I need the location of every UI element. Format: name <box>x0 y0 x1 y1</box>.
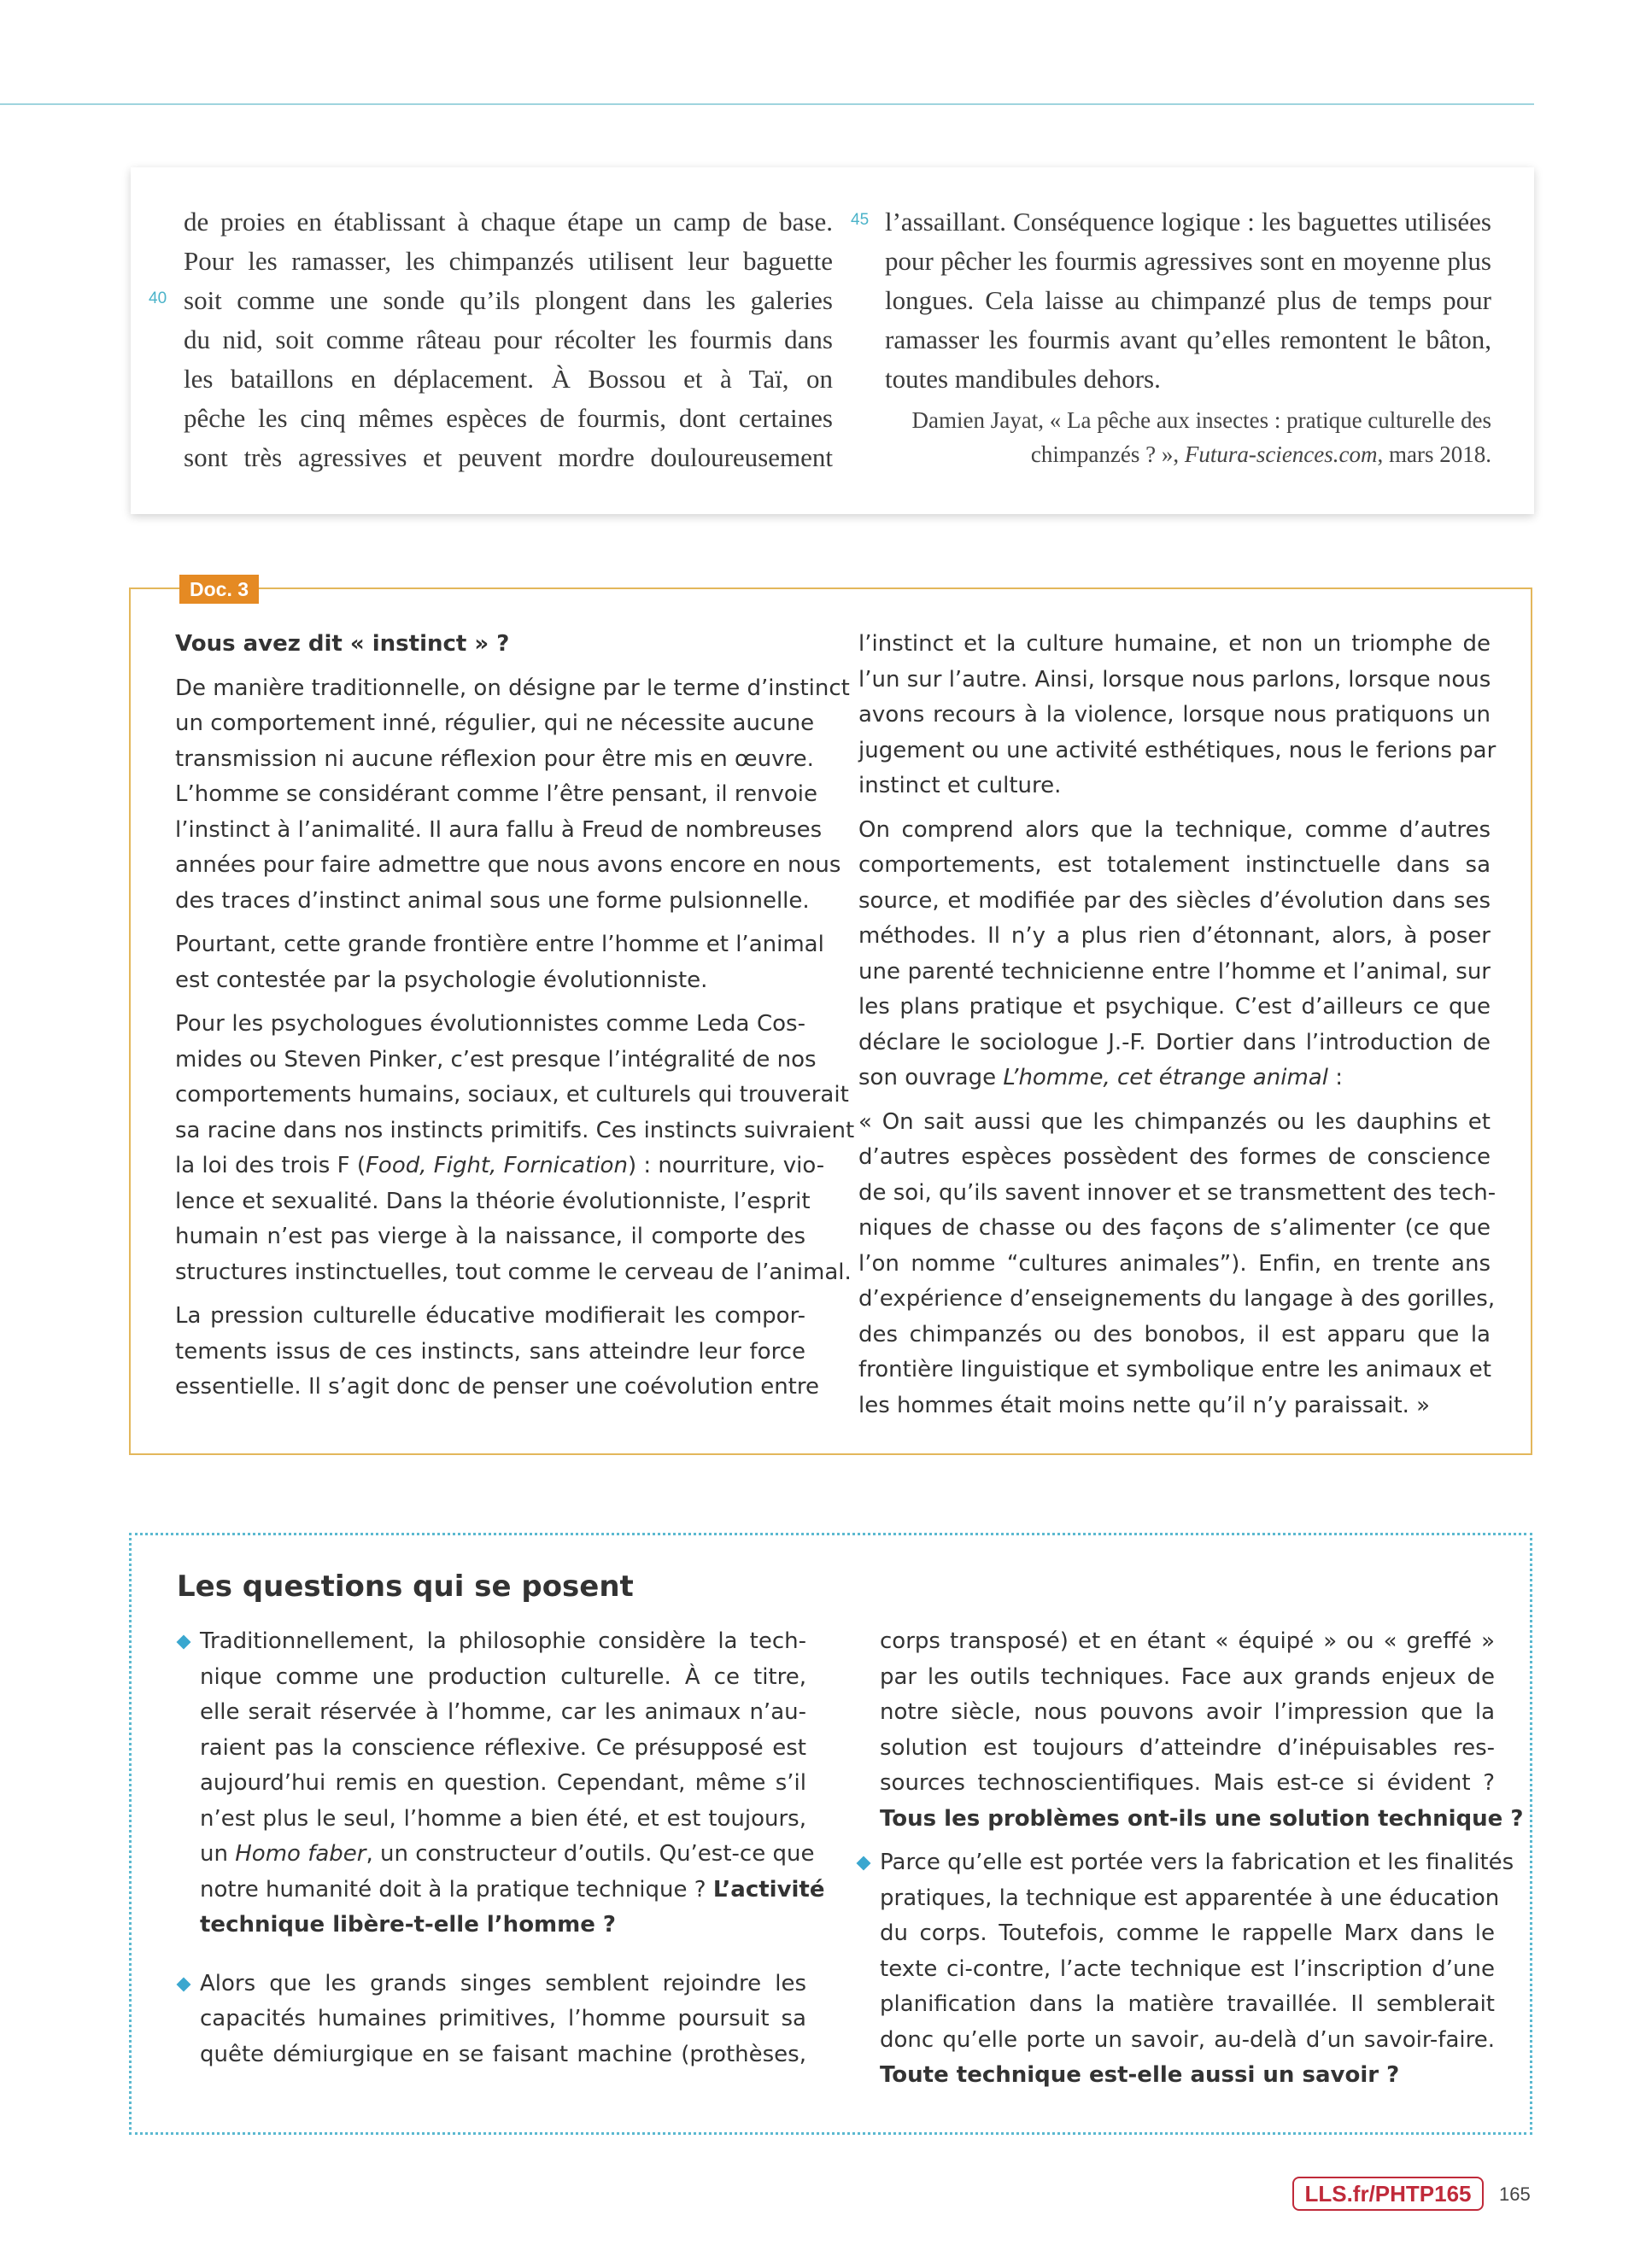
q-line-question <box>200 1873 825 1909</box>
source-title-end: chimpanzés ? », <box>1030 441 1185 467</box>
doc3-line: une parenté technicienne entre l’homme et l’animal, sur <box>858 958 1491 985</box>
q-line: nique comme une production culturelle. À ce titre, <box>200 1663 806 1690</box>
line-number-45: 45 <box>851 211 870 229</box>
q-line: Alors que les grands singes semblent rejoindre les <box>200 1970 806 1996</box>
doc3-line: On comprend alors que la technique, comme d’autres <box>858 816 1491 843</box>
excerpt-line: l’assaillant. Conséquence logique : les baguettes utilisées <box>885 207 1491 237</box>
doc3-line: source, et modifiée par des siècles d’évolution dans ses <box>858 887 1491 914</box>
excerpt-line: pêche les cinq mêmes espèces de fourmis, dont certaines <box>184 403 833 433</box>
doc3-line: frontière linguistique et symbolique entre les animaux et <box>858 1357 1491 1382</box>
doc3-line: instinct et culture. <box>858 773 1062 798</box>
doc3-line: des traces d’instinct animal sous une forme pulsionnelle. <box>175 887 810 914</box>
doc3-line-fff <box>175 1149 825 1184</box>
diamond-bullet-icon <box>177 1977 191 1991</box>
doc3-line: les plans pratique et psychique. C’est d’ailleurs ce que <box>858 994 1491 1020</box>
question-prefix: notre humanité doit à la pratique technique ? <box>200 1876 713 1903</box>
doc3-right-column <box>858 627 1496 1423</box>
q-line: Traditionnellement, la philosophie considère la tech- <box>200 1628 806 1654</box>
excerpt-line: de proies en établissant à chaque étape un camp de base. <box>184 207 833 237</box>
q-line: notre siècle, nous pouvons avoir l’impression que la <box>880 1699 1495 1725</box>
excerpt-line: les bataillons en déplacement. À Bossou et à Taï, on <box>184 364 833 394</box>
question-bullet-2 <box>200 1967 806 2073</box>
doc3-line: transmission ni aucune réflexion pour être mis en œuvre. <box>175 745 814 772</box>
excerpt-right-column <box>885 202 1491 399</box>
doc3-line: jugement ou une activité esthétiques, nous le ferions par <box>858 737 1496 763</box>
doc3-line: l’un sur l’autre. Ainsi, lorsque nous parlons, lorsque nous <box>858 666 1491 693</box>
questions-right-column <box>880 1624 1524 2094</box>
doc3-line: niques de chasse ou des façons de s’alimenter (ce que <box>858 1215 1491 1241</box>
doc3-box <box>129 578 1532 1455</box>
doc3-line: essentielle. Il s’agit donc de penser une coévolution entre <box>175 1374 819 1400</box>
q-line: quête démiurgique en se faisant machine (prothèses, <box>200 2041 806 2067</box>
excerpt-line: du nid, soit comme râteau pour récolter les fourmis dans <box>184 324 833 354</box>
doc3-line: de soi, qu’ils savent innover et se transmettent des tech- <box>858 1179 1496 1206</box>
book-title: L’homme, cet étrange animal <box>1003 1065 1328 1090</box>
doc3-line: tements issus de ces instincts, sans atteindre leur force <box>175 1338 805 1365</box>
q-line: planification dans la matière travaillée. Il semblerait <box>880 1991 1495 2017</box>
doc3-line: « On sait aussi que les chimpanzés ou les dauphins et <box>858 1108 1491 1135</box>
diamond-bullet-icon <box>177 1635 191 1650</box>
doc3-tag: Doc. 3 <box>179 575 259 604</box>
q-line: Parce qu’elle est portée vers la fabrication et les finalités <box>880 1850 1514 1875</box>
doc3-line: comportements humains, sociaux, et culturels qui trouverait <box>175 1082 849 1108</box>
top-rule <box>0 103 1534 105</box>
doc3-line: méthodes. Il n’y a plus rien d’étonnant, alors, à poser <box>858 923 1491 949</box>
doc3-line: lence et sexualité. Dans la théorie évolutionniste, l’esprit <box>175 1188 811 1214</box>
doc3-title: Vous avez dit « instinct » ? <box>175 631 510 657</box>
q-line: par les outils techniques. Face aux grands enjeux de <box>880 1663 1495 1690</box>
q-line: du corps. Toutefois, comme le rappelle Marx dans le <box>880 1920 1495 1946</box>
doc3-line: années pour faire admettre que nous avons encore en nous <box>175 852 841 878</box>
q-line: corps transposé) et en étant « équipé » ou « greffé » <box>880 1628 1495 1654</box>
excerpt-line: pour pêcher les fourmis agressives sont en moyenne plus <box>885 246 1491 276</box>
q-line: solution est toujours d’atteindre d’inépuisables res- <box>880 1734 1495 1761</box>
doc3-line: De manière traditionnelle, on désigne par le terme d’instinct <box>175 675 850 701</box>
doc3-line: humain n’est pas vierge à la naissance, il comporte des <box>175 1224 805 1249</box>
doc3-line: structures instinctuelles, tout comme le cerveau de l’animal. <box>175 1259 852 1285</box>
fff-suffix: ) : nourriture, vio- <box>627 1153 825 1178</box>
doc3-line: l’instinct et la culture humaine, et non un triomphe de <box>858 631 1491 657</box>
q-line-homo <box>200 1837 815 1873</box>
excerpt-line: Pour les ramasser, les chimpanzés utilisent leur baguette <box>184 246 833 276</box>
doc3-line: l’instinct à l’animalité. Il aura fallu à Freud de nombreuses <box>175 816 823 843</box>
doc3-line: d’expérience d’enseignements du langage à des gorilles, <box>858 1286 1496 1312</box>
q-line: capacités humaines primitives, l’homme poursuit sa <box>200 2006 806 2031</box>
q-line: n’est plus le seul, l’homme a bien été, et est toujours, <box>200 1805 806 1832</box>
question-bold-end: technique libère-t-elle l’homme ? <box>200 1912 617 1938</box>
doc3-line: l’on nomme “cultures animales”). Enfin, en trente ans <box>858 1250 1491 1277</box>
doc3-line: d’autres espèces possèdent des formes de conscience <box>858 1144 1491 1170</box>
questions-box <box>129 1533 1532 2135</box>
book-prefix: son ouvrage <box>858 1065 1004 1090</box>
book-suffix: : <box>1327 1065 1343 1090</box>
q-line: sources technoscientifiques. Mais est-ce si évident ? <box>880 1770 1495 1796</box>
doc3-line: des chimpanzés ou des bonobos, il est apparu que la <box>858 1321 1491 1347</box>
page-number: 165 <box>1499 2183 1531 2205</box>
question-bold: Toute technique est-elle aussi un savoir ? <box>880 2062 1400 2088</box>
doc3-line: est contestée par la psychologie évolutionniste. <box>175 967 708 993</box>
excerpt-line: soit comme une sonde qu’ils plongent dans les galeries <box>184 285 833 315</box>
excerpt-line: longues. Cela laisse au chimpanzé plus de temps pour <box>885 285 1491 315</box>
doc3-line: L’homme se considérant comme l’être pensant, il renvoie <box>175 781 818 807</box>
excerpt-line: ramasser les fourmis avant qu’elles remontent le bâton, <box>885 324 1491 354</box>
doc3-line: Pour les psychologues évolutionnistes comme Leda Cos- <box>175 1011 805 1037</box>
doc3-line: les hommes était moins nette qu’il n’y paraissait. » <box>858 1392 1431 1418</box>
source-line-1: Damien Jayat, « La pêche aux insectes : pratique culturelle des <box>911 407 1491 433</box>
question-bullet-3 <box>880 1845 1514 2094</box>
fff-prefix: la loi des trois F ( <box>175 1153 366 1178</box>
doc3-line: Pourtant, cette grande frontière entre l’homme et l’animal <box>175 932 824 957</box>
source-date: , mars 2018. <box>1377 441 1491 467</box>
doc3-line: La pression culturelle éducative modifierait les compor- <box>175 1303 805 1329</box>
doc3-line: avons recours à la violence, lorsque nous pratiquons un <box>858 702 1491 728</box>
question-bullet-1 <box>200 1624 825 1944</box>
excerpt-line: toutes mandibules dehors. <box>885 364 1161 394</box>
excerpt-left-column <box>184 202 833 477</box>
q-line: texte ci-contre, l’acte technique est l’inscription d’une <box>880 1955 1495 1982</box>
q-line: elle serait réservée à l’homme, car les animaux n’au- <box>200 1699 806 1725</box>
homo-prefix: un <box>200 1841 236 1867</box>
doc3-line: un comportement inné, régulier, qui ne nécessite aucune <box>175 710 815 736</box>
excerpt-source <box>876 403 1491 471</box>
question-bold-start: L’activité <box>712 1876 825 1903</box>
homo-faber: Homo faber <box>235 1841 366 1867</box>
doc3-line-book <box>858 1061 1491 1096</box>
question-bold: Tous les problèmes ont-ils une solution technique ? <box>880 1805 1524 1832</box>
homo-suffix: , un constructeur d’outils. Qu’est-ce que <box>366 1841 815 1867</box>
excerpt-box <box>131 167 1534 514</box>
q-line: pratiques, la technique est apparentée à une éducation <box>880 1885 1500 1911</box>
excerpt-line: sont très agressives et peuvent mordre douloureusement <box>184 442 833 472</box>
doc3-line: déclare le sociologue J.-F. Dortier dans l’introduction de <box>858 1029 1491 1055</box>
doc3-line: comportements, est totalement instinctuelle dans sa <box>858 852 1491 878</box>
q-line: donc qu’elle porte un savoir, au-delà d’un savoir-faire. <box>880 2026 1495 2053</box>
footer-link[interactable]: LLS.fr/PHTP165 <box>1292 2177 1484 2211</box>
fff-italic: Food, Fight, Fornication <box>365 1153 628 1178</box>
questions-left-column <box>200 1624 825 2072</box>
doc3-line: mides ou Steven Pinker, c’est presque l’intégralité de nos <box>175 1046 817 1073</box>
q-line: raient pas la conscience réflexive. Ce présupposé est <box>200 1734 806 1761</box>
questions-title: Les questions qui se posent <box>177 1569 634 1604</box>
q-line: aujourd’hui remis en question. Cependant, même s’il <box>200 1770 806 1796</box>
diamond-bullet-icon <box>857 1856 871 1871</box>
doc3-left-column <box>175 627 855 1406</box>
line-number-40: 40 <box>149 289 167 307</box>
source-site: Futura-sciences.com <box>1184 441 1378 467</box>
doc3-line: sa racine dans nos instincts primitifs. Ces instincts suivraient <box>175 1117 855 1143</box>
source-line-2 <box>876 437 1491 471</box>
